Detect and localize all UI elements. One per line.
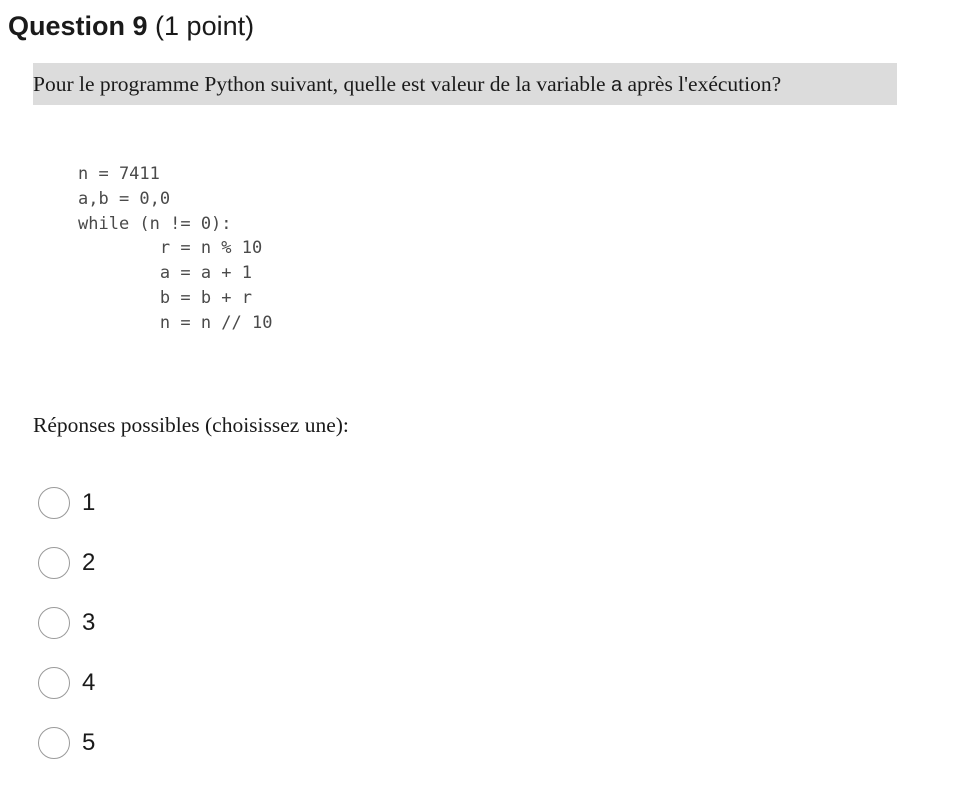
answer-option-label[interactable]: 5	[82, 729, 96, 756]
answer-option-4[interactable]	[38, 665, 95, 701]
answer-option-3[interactable]	[38, 605, 95, 641]
code-line: n = 7411	[78, 164, 160, 184]
answers-label: Réponses possibles (choisissez une):	[33, 413, 349, 437]
radio-button[interactable]	[38, 487, 70, 519]
prompt-text-before: Pour le programme Python suivant, quelle est valeur de la variable	[33, 72, 611, 96]
prompt-text-after: après l'exécution?	[622, 72, 782, 96]
radio-button[interactable]	[38, 607, 70, 639]
code-line: a,b = 0,0	[78, 188, 171, 209]
radio-button[interactable]	[38, 547, 70, 579]
question-title: Question 9	[8, 11, 148, 41]
answer-option-label[interactable]: 4	[82, 669, 96, 696]
answer-option-1[interactable]	[38, 485, 95, 521]
question-prompt	[33, 63, 897, 105]
answer-option-2[interactable]	[38, 545, 95, 581]
code-line: while (n != 0):	[78, 213, 232, 234]
answer-option-label[interactable]: 1	[82, 489, 96, 516]
prompt-variable: a	[610, 74, 623, 96]
radio-button[interactable]	[38, 727, 70, 759]
answer-option-label[interactable]: 2	[82, 549, 96, 576]
code-line: a = a + 1	[78, 263, 252, 284]
question-header	[8, 8, 254, 44]
code-snippet	[78, 162, 272, 336]
code-line: n = n // 10	[78, 312, 273, 333]
code-line: r = n % 10	[78, 238, 263, 259]
answer-option-5[interactable]	[38, 725, 95, 761]
answer-options	[38, 485, 95, 785]
question-points: (1 point)	[155, 11, 255, 41]
code-line: b = b + r	[78, 287, 252, 308]
radio-button[interactable]	[38, 667, 70, 699]
answer-option-label[interactable]: 3	[82, 609, 96, 636]
